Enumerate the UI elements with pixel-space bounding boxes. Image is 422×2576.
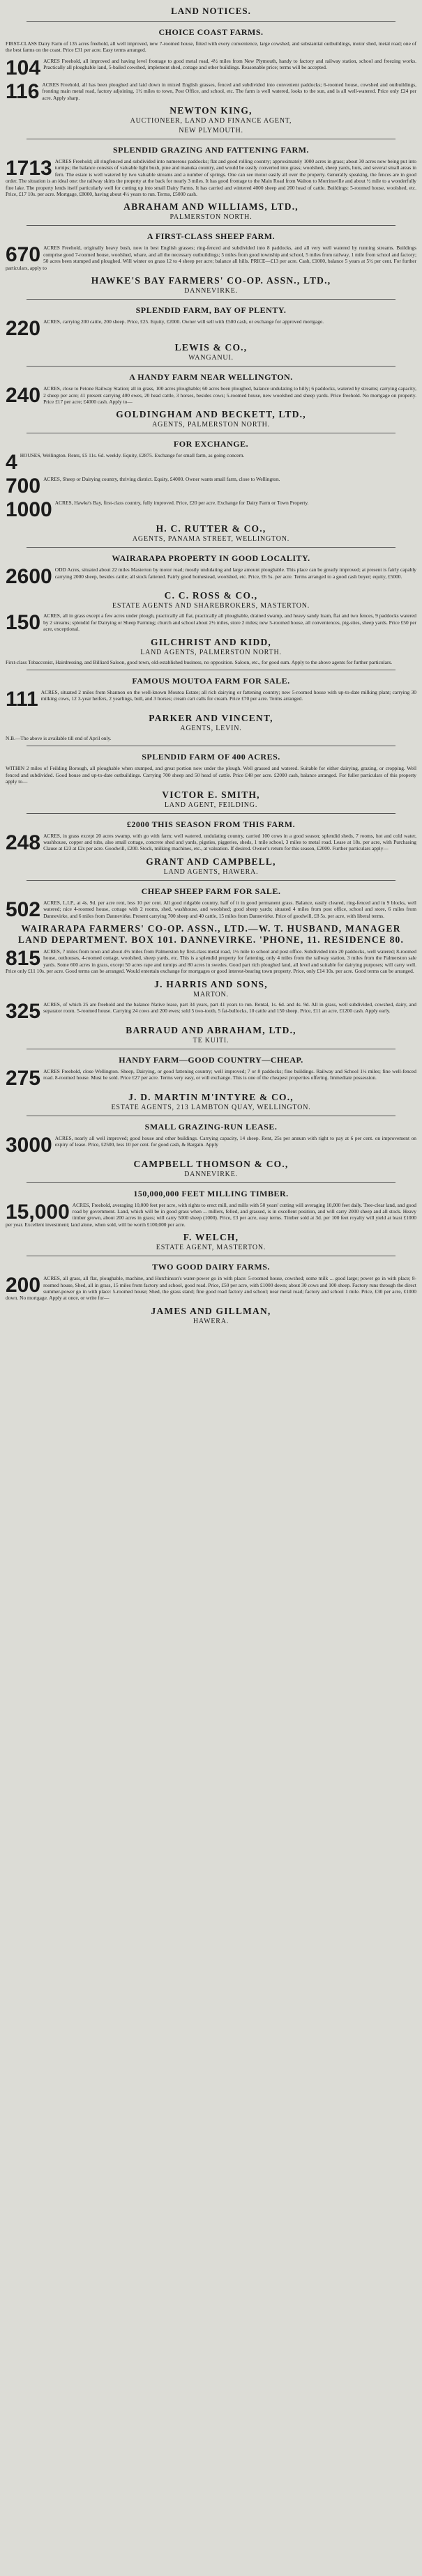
listing [6,1275,416,1302]
agent-address: ESTATE AGENT, MASTERTON. [156,1244,266,1252]
listing [6,833,416,852]
listing-acreage: 15,000 [6,1200,70,1224]
agent-name: JAMES AND GILLMAN, [151,1305,271,1316]
listing [6,948,416,975]
agent-address: AUCTIONEER, LAND AND FINANCE AGENT, [130,117,292,125]
section-heading: SPLENDID FARM, BAY OF PLENTY. [135,305,287,316]
listing [6,611,416,635]
section-heading: HANDY FARM—GOOD COUNTRY—CHEAP. [119,1054,303,1065]
agent-address: DANNEVIRKE. [184,1170,238,1178]
listing-text: FIRST-CLASS Dairy Farm of 135 acres freehold, all well improved, new 7-roomed house, fitted with every convenience, large cowshed, and substantial outbuildings, motor shed, metal road; one of the best farms on the coast. Price £31 per acre. Easy terms arranged. [6,40,416,54]
listing-acreage: 150 [6,611,41,635]
agent-address: ESTATE AGENTS, 213 LAMBTON QUAY, WELLINGTON. [111,1103,311,1111]
section-heading: CHOICE COAST FARMS. [158,27,264,37]
listing-text: ACRES, situated 2 miles from Shannon on the well-known Moutoa Estate; all rich dairying or fattening country; new 5-roomed house with up-to-date milking plant; carrying 30 milking cows, 12 3-year heifers, 2 yearlings, bull, and 3 horses; cream cart calls for cream. Price £70 per acre. Terms arranged. [40,688,416,702]
listing-text: ACRES Freehold, all improved and having level frontage to good metal road, 4½ miles from New Plymouth, handy to factory and railway station, school and freezing works. Practically all ploughable land, 5-bailed cowshed, implement shed, cottage and other buildings. Reasonable price; terms will be accepted. [43,57,416,71]
agent-name: H. C. RUTTER & CO., [156,523,266,534]
agent-name: LEWIS & CO., [174,342,248,353]
section-rule [27,1182,395,1183]
agent-address: AGENTS, LEVIN. [180,724,242,732]
listing-acreage: 815 [6,947,41,970]
section-rule [27,299,395,300]
listing [6,659,416,665]
listing-text: ACRES, Hawke's Bay, first-class country, fully improved. Price, £20 per acre. Exchange for Dairy Farm or Town Property. [54,500,309,507]
listing [6,158,416,197]
listing-text: ACRES, carrying 200 cattle, 200 sheep. Price, £25. Equity, £2000. Owner will sell with £500 cash, or exchange for approved mortgage. [43,318,324,325]
listing-text: HOUSES, Wellington. Rents, £5 11s. 6d. weekly. Equity, £2875. Exchange for small farm, as going concern. [20,452,245,459]
agent-address: LAND AGENTS, PALMERSTON NORTH. [140,648,282,656]
agent-name: F. WELCH, [183,1232,239,1243]
section-rule [27,547,395,548]
agent-name: GRANT AND CAMPBELL, [146,856,276,867]
listing [6,475,416,498]
listing-text: ACRES, nearly all well improved; good house and other buildings. Carrying capacity, 14 sheep. Rent, 25s per annum with right to pay at 6 per cent. on improvement on expiry of lease. Price, £2500, less 10 per cent. for good cash, & Bargain. Apply [54,1134,416,1148]
listing-text: ACRES Freehold, originally heavy bush, now in best English grasses; ring-fenced and subdivided into 8 paddocks, and all very well watered by running streams. Buildings comprise good 7-roomed house, woolshed, whare, and all the necessary outbuildings; 5 miles from good township and school, 5 miles from railway, 1 mile from school and factory; 50 acres been stumped and ploughed. Will winter on grass 12 to 4 sheep per acre; balance all hills. PRICE—£13 per acre. Cash, £1000, balance 5 years at 5½ per cent. For further particulars, apply to [6,245,416,271]
listing-acreage: 2600 [6,565,52,589]
agent-address: AGENTS, PALMERSTON NORTH. [152,421,270,429]
section-rule [27,225,395,226]
section-heading: A FIRST-CLASS SHEEP FARM. [146,231,276,242]
listing-text: ACRES, Sheep or Dairying country, thriving district. Equity, £4000. Owner wants small farm, close to Wellington. [43,476,280,483]
listing [6,765,416,785]
listing [6,40,416,54]
section-heading: CHEAP SHEEP FARM FOR SALE. [141,886,281,896]
agent-name: PARKER AND VINCENT, [149,712,273,723]
listing [6,735,416,741]
listing-acreage: 502 [6,897,41,921]
agent-address: ESTATE AGENTS AND SHAREBROKERS, MASTERTON. [112,602,310,610]
listing [6,317,416,341]
agent-name: HAWKE'S BAY FARMERS' CO-OP. ASSN., LTD., [91,275,331,286]
listing [6,565,416,589]
section-heading: TWO GOOD DAIRY FARMS. [152,1262,270,1272]
section-heading: FOR EXCHANGE. [173,439,249,449]
agent-address: HAWERA. [193,1317,229,1325]
agent-name: J. HARRIS AND SONS, [154,978,268,989]
agent-address: AGENTS, PANAMA STREET, WELLINGTON. [132,535,290,543]
listing [6,1001,416,1021]
listing-acreage: 240 [6,384,41,408]
listing-text: ACRES, L.I.P., at 4s. 9d. per acre rent, less 10 per cent. All good ridgable country, half of it in good permanent grass. Balance, easily cleared, ring-fenced and in 9 blocks, well watered; nice 4-roomed house, cottage with 2 rooms, shed, washhouse, and woolshed; good sheep yards; situated 4 miles from post office, school and store, 6 miles from Dannevirke, and 6 miles from Dannevirke. Present carrying 700 sheep and 40 cattle, 15 miles from Dannevirke. Price of goodwill, £8 5s. per acre, with liberal terms. [43,899,416,919]
agent-address: WANGANUI. [188,354,234,362]
ads-column [6,21,416,1325]
listing-text: ACRES, in grass except 20 acres swamp, with go with farm; well watered, undulating country, carried 100 cows in a good season; splendid sheds, 7 rooms, hot and cold water, washhouse, copper and tubs, also small cottage, concrete shed and yards, pigsties, piggeries, sheds, 1 mile school, 3 miles to metal road. Lease at 18s. per acre, with Purchasing Clause at £23 at £2s per acre. Goodwill, £200. Stock, milking machines, etc., at valuation. If desired. Owner's return for this season, £2000. Further particulars apply— [43,832,416,852]
agent-name: CAMPBELL THOMSON & CO., [133,1158,289,1169]
listing [6,1068,416,1088]
listing-text: ACRES Freehold, close Wellington. Sheep, Dairying, or good fattening country; well improved; 7 or 8 paddocks; fine buildings. Railway and School 1½ miles; fine well-fenced road. 8-roomed house. Must be sold. Price £27 per acre. Terms very easy, or will exchange. This is one of the cheapest properties offering. Immediate possession. [43,1067,416,1081]
listing-text: ACRES, all in grass except a few acres under plough, practically all flat, practically all ploughable, drained swamp, and heavy sandy loam, flat and two fences, 9 paddocks watered by 2 streams; splendid for Dairying or Sheep Farming; church and school about 2½ miles, store 2 miles; new 5-roomed house, all conveniences, pig-sties, sheep yards. Price £50 per acre, exceptional. [43,612,416,633]
masthead: LAND NOTICES. [171,6,251,16]
section-heading: A HANDY FARM NEAR WELLINGTON. [129,372,293,383]
agent-name: VICTOR E. SMITH, [162,789,260,800]
listing-text: ACRES, 7 miles from town and about 4½ miles from Palmerston by first-class metal road, 1½ mile to school and post office. Subdivided into 20 paddocks, well watered; 8-roomed house, outhouses, 4-roomed cottage, woolshed, sheep yards, etc. This is a splendid property for fattening, only 4 miles from the railway station, 3 miles from the Palmerston sale yards. Some 600 acres in grass, except 50 acres rape and turnips and 80 acres in swedes. Good part rich ploughed land, all level and suitable for dairying purposes; will carry well. Price only £11 10s. per acre. Good terms can be arranged. Would entertain exchange for mortgages or good interest-bearing town property. Price, only £14 10s. per acre. Good terms can be arranged. [6,948,416,975]
section-heading: SMALL GRAZING-RUN LEASE. [144,1121,278,1132]
agent-name: C. C. ROSS & CO., [164,590,258,601]
listing [6,451,416,475]
agent-name: GOLDINGHAM AND BECKETT, LTD., [116,409,306,420]
section-rule [27,880,395,881]
agent-name: BARRAUD AND ABRAHAM, LTD., [126,1024,296,1035]
listing-text: WITHIN 2 miles of Feilding Borough, all ploughable when stumped, and great portion now under the plough. Well grassed and watered. Suitable for either dairying, grazing, or cropping. Well fenced and subdivided. Good house and up-to-date outbuildings. Carrying 700 sheep and 50 head of cattle. Price £48 per acre. £2000 cash, balance arranged. For fuller particulars of this property apply to— [6,765,416,785]
listing-text: ACRES Freehold, all has been ploughed and laid down in mixed English grasses, fenced and subdivided into convenient paddocks; 6-roomed house, cowshed and outbuildings, fronting main metal road, factory adjoining, 1½ miles to town, Post Office, and school, etc. The farm is well watered, looks to the sun, and is all well-watered. Price only £24 per acre. Apply sharp. [42,81,416,101]
listing [6,1202,416,1228]
listing-acreage: 1713 [6,157,52,180]
listing-acreage: 325 [6,999,41,1023]
listing-acreage: 111 [6,687,38,711]
section-rule [27,366,395,367]
agent-name: GILCHRIST AND KIDD, [151,636,271,647]
listing [6,1135,416,1155]
agent-address: DANNEVIRKE. [184,287,238,295]
section-heading: SPLENDID FARM OF 400 ACRES. [142,752,280,762]
listing-text: ACRES, of which 25 are freehold and the balance Native lease, part 34 years, part 41 years to run. Rental, 1s. 6d. and 4s. 9d. All in grass, well subdivided, cowshed, dairy, and separator room. 5-roomed house. Carrying 24 cows and 200 ewes; sold 5 two-tooth, 5 fat-bullocks, 10 cattle and 150 sheep. Price, £11 an acre, £1200 cash. Apply early. [43,1001,416,1015]
listing-text: ACRES, close to Petone Railway Station; all in grass, 100 acres ploughable; 60 acres been ploughed, balance undulating to hilly; 6 paddocks, watered by streams; carrying capacity, 2 sheep per acre; 41 present carrying 400 ewes, 20 head cattle, 3 horses, besides cows; 5-roomed house, new woolshed and sheep yards. Price freehold. No mortgage on property. Price £17 per acre; £4000 cash. Apply to— [43,385,416,405]
listing-acreage: 104 [6,56,41,79]
listing [6,689,416,709]
listing-acreage: 248 [6,831,41,854]
listing-text: ACRES, all grass, all flat, ploughable, machine, and Hutchinson's water-power go in with place: 5-roomed house, cowshed; some milk ... good large; power go in with place; 8-roomed house, Shed, all in grass, 15 miles from factory and school, good road. Price, £50 per acre, with £1000 down; about 30 cows and 100 sheep. Factory runs through the direct summer-power go in with place: 5-roomed house; Shed, the grass stand; fine good road factory and school; near metal road; factory and school 1 mile. Price, £30 per acre, £1000 down. No mortgage. Apply at once, or write for— [6,1275,416,1302]
listing-acreage: 670 [6,243,41,267]
listing-acreage: 220 [6,317,41,341]
agent-address: MARTON. [193,990,229,998]
listing-text: N.B.—The above is available till end of April only. [6,734,112,741]
agent-address: TE KUITI. [193,1036,229,1044]
section-heading: WAIRARAPA PROPERTY IN GOOD LOCALITY. [112,553,310,564]
section-heading: SPLENDID GRAZING AND FATTENING FARM. [112,145,309,155]
listing-acreage: 200 [6,1274,41,1297]
listing-acreage: 700 [6,475,41,498]
listing [6,498,416,522]
section-heading: £2000 THIS SEASON FROM THIS FARM. [126,819,296,829]
listing-text: First-class Tobacconist, Hairdressing, and Billiard Saloon, good town, old-established business, no opposition. Saloon, etc., for good sum. Apply to the above agents for further particulars. [6,658,393,665]
agent-address: NEW PLYMOUTH. [179,127,243,135]
listing-text: ODD Acres, situated about 22 miles Masterton by motor road; mostly undulating and large amount ploughable. This place can be greatly improved; at present is fairly capably carrying 2000 sheep, besides cattle; all stock fattened. Fairly good homestead, woolshed, etc. Price, £6 5s. per acre. Terms arranged to a good cash buyer; equity, £5000. [54,566,416,580]
section-rule [27,21,395,22]
listing-acreage: 4 [6,451,17,475]
section-rule [27,813,395,814]
listing [6,79,416,103]
agent-address: PALMERSTON NORTH. [169,213,253,222]
agent-address: LAND AGENTS, HAWERA. [163,867,259,876]
listing [6,897,416,921]
agent-name: J. D. MARTIN M'INTYRE & CO., [128,1091,294,1102]
listing-acreage: 116 [6,79,40,103]
agent-address: LAND AGENT, FEILDING. [164,801,258,809]
section-heading: 150,000,000 FEET MILLING TIMBER. [133,1188,289,1198]
agent-name: ABRAHAM AND WILLIAMS, LTD., [123,201,299,213]
section-heading: FAMOUS MOUTOA FARM FOR SALE. [132,675,290,686]
listing-acreage: 275 [6,1066,41,1090]
listing-acreage: 3000 [6,1133,52,1157]
listing-acreage: 1000 [6,498,52,522]
listing [6,245,416,271]
listing-text: ACRES, Freehold, averaging 10,000 feet per acre, with rights to erect mill, and mills with 50 years' cutting will averaging 10,000 feet daily. Tree-clear land, and good road by government. Land, which will be in good grass when ... millers, felled, and grassed, is in excellent position, and will carry 2000 sheep and all stock. Heavy timber grown, about 200 acres in grass; will carry 5000 sheep (1000). Price, £3 per acre, easy terms. Timber sold at 3d. per 100 feet royalty will yield at least £1000 per year. Excellent investment; land alone, when sold, will be worth £100,000 per acre. [6,1201,416,1228]
agent-name: NEWTON KING, [169,105,253,116]
listing-text: ACRES Freehold; all ringfenced and subdivided into numerous paddocks; flat and good rolling country; approximately 1000 acres in grass; about 30 acres now being put into turnips; the balance consists of valuable light bush, pine and manuka country, and would be easily converted into grass; woolshed, sheep yards, huts, and several small areas in fern. The estate is well watered by two valuable streams and a number of springs. One can see motor easily all over the property. Generally speaking, the fences are in good order. The situation is an ideal one: the railway skirts the property at the back for nearly 3 miles. It has good frontage to the Main Road from Walton to Morrinsville and about ½ mile to a wonderfully fine lake. The property lends itself particularly well for cutting up into small Dairy Farms. It has carried and wintered 4000 sheep and 200 head of cattle. Buildings: 5-roomed house, woolshed, etc. Price, £17 10s. per acre. Mortgage, £8000, having about 4½ years to run. Terms, £5000 cash. [6,158,416,198]
agent-name: WAIRARAPA FARMERS' CO-OP. ASSN., LTD.—W. T. HUSBAND, MANAGER LAND DEPARTMENT. BOX 101. DANNEVIRKE. 'PHONE, 11. RESIDENCE 80. [17,923,405,945]
listing [6,58,416,77]
listing [6,384,416,408]
